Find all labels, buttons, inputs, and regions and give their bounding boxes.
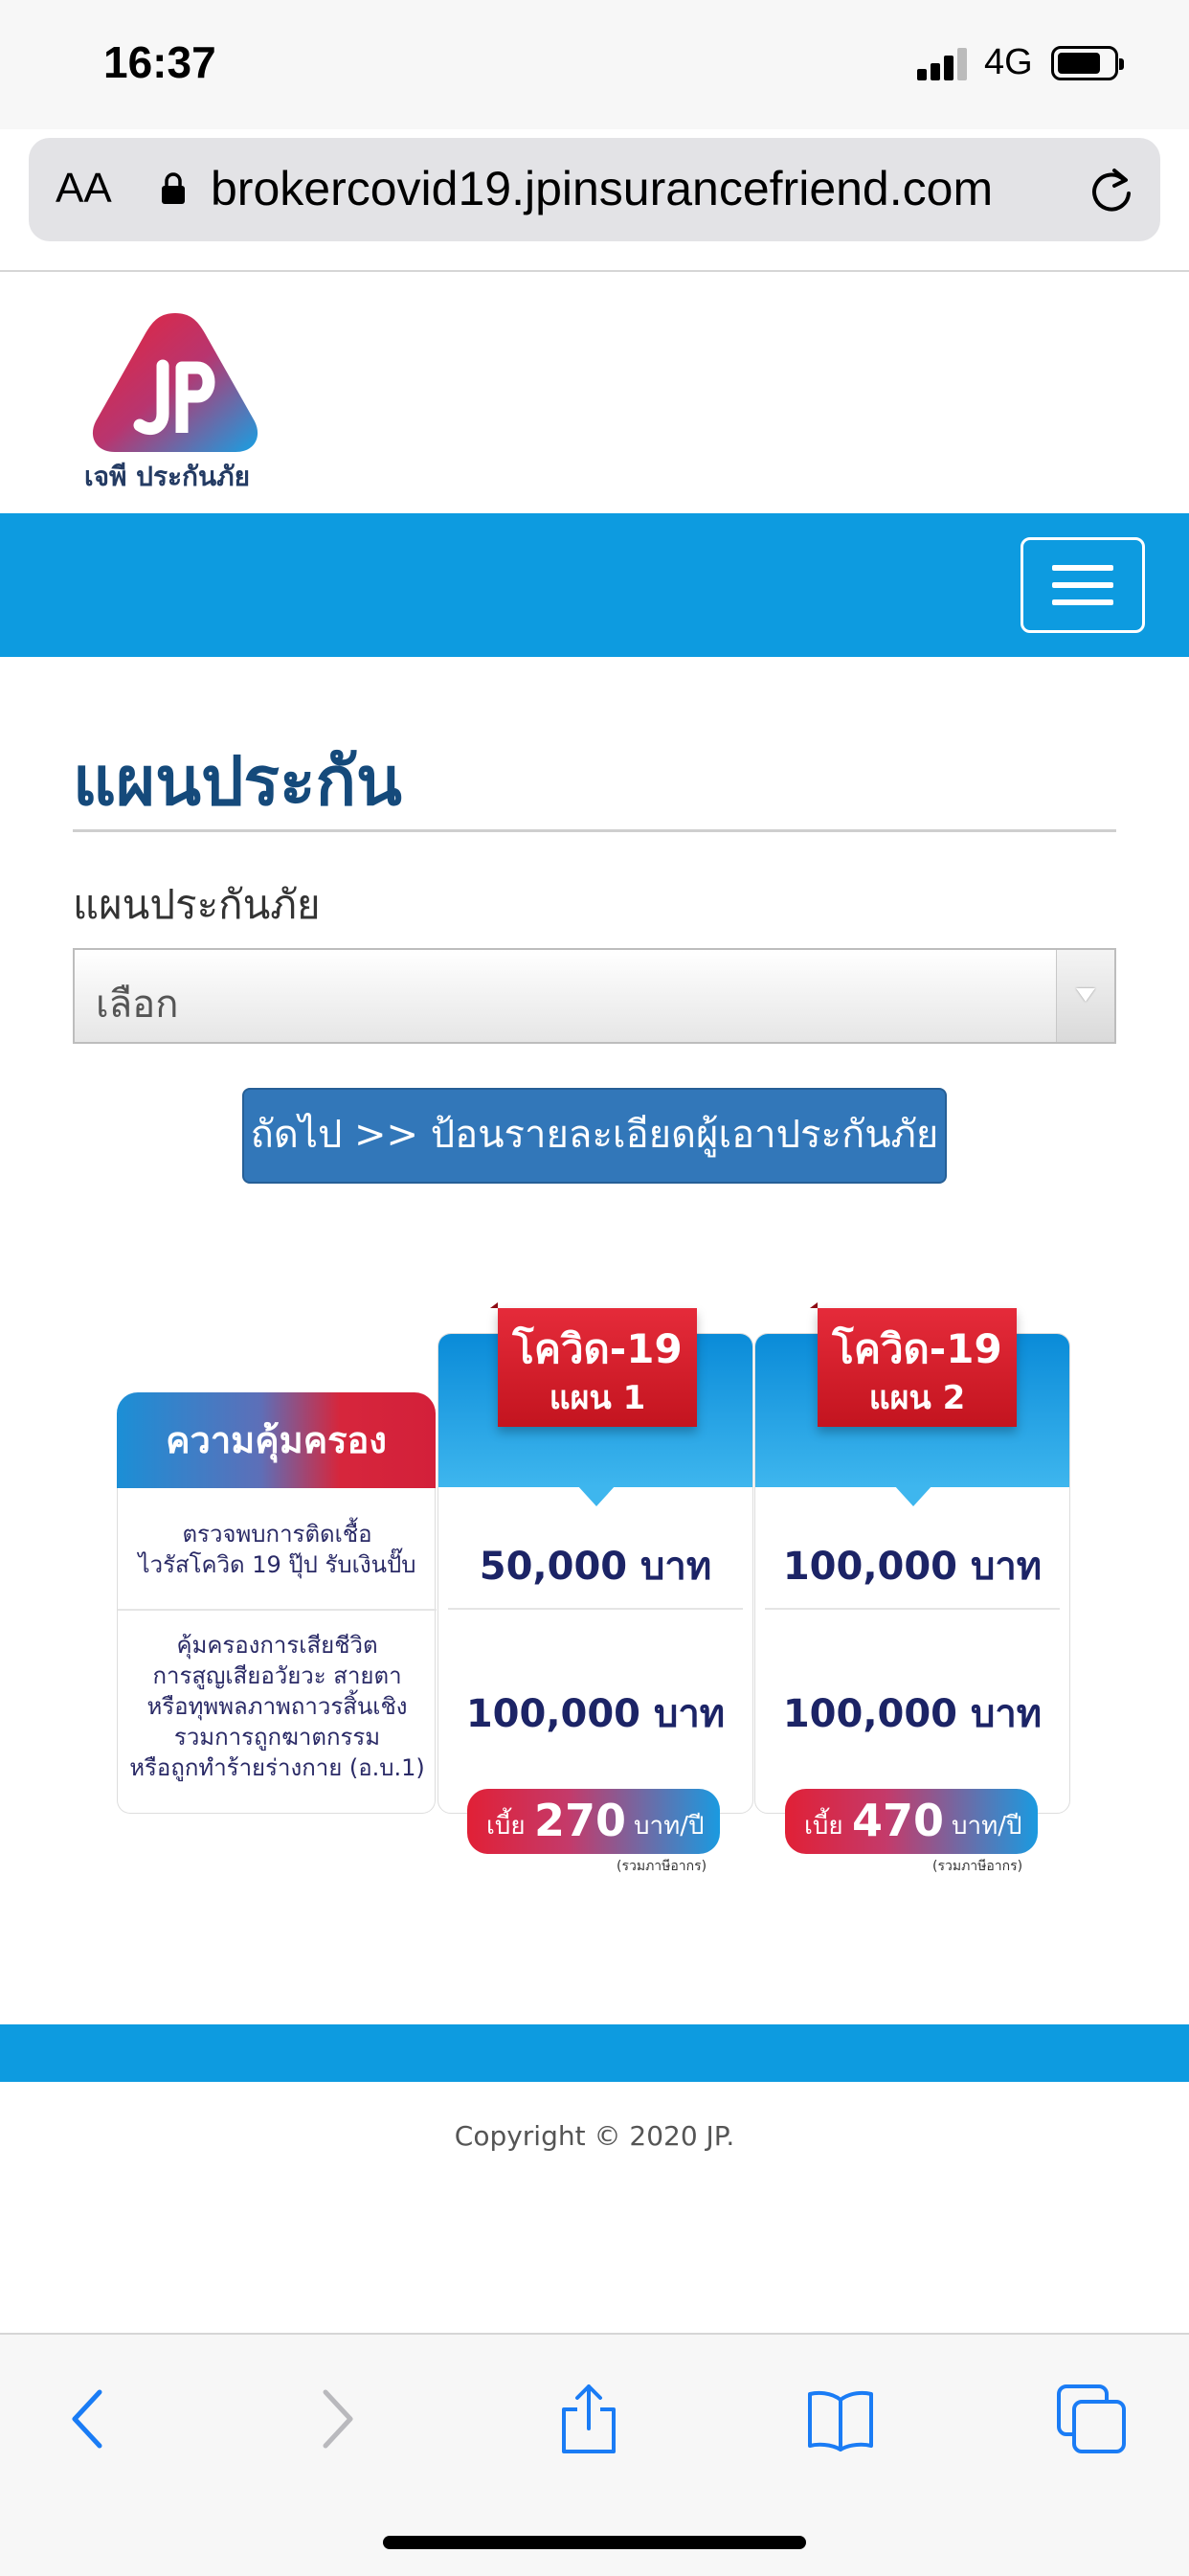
plan-comparison: [115, 1302, 1082, 1877]
copyright-text: Copyright © 2020 JP.: [454, 2120, 735, 2152]
reader-text-size-button[interactable]: AA: [56, 165, 112, 212]
plan-1-premium-note: (รวมภาษีอากร): [617, 1859, 707, 1874]
plan-2-premium: เบี้ย 470 บาท/ปี: [785, 1789, 1038, 1854]
plan-1-notch: [577, 1485, 616, 1506]
network-label: 4G: [984, 42, 1033, 82]
row-divider: [765, 1608, 1060, 1610]
coverage-header: ความคุ้มครอง: [117, 1392, 436, 1488]
footer-bar: [0, 2024, 1189, 2082]
tabs-icon[interactable]: [1053, 2381, 1130, 2457]
logo-text: เจพี ประกันภัย: [84, 461, 250, 492]
back-icon[interactable]: [50, 2381, 126, 2457]
status-bar: [0, 0, 1189, 129]
plan-2-death-value: 100,000 บาท: [782, 1692, 1043, 1736]
lock-icon: [161, 172, 186, 205]
plan-2-premium-note: (รวมภาษีอากร): [932, 1859, 1023, 1874]
plan-1-death-value: 100,000 บาท: [465, 1692, 726, 1736]
signal-icon: [917, 48, 969, 80]
plan-2-badge: โควิด-19 แผน 2: [818, 1308, 1017, 1427]
plan-1-badge: โควิด-19 แผน 1: [498, 1308, 697, 1427]
plan-select-value: เลือก: [96, 983, 179, 1027]
menu-toggle-button[interactable]: [1021, 537, 1145, 633]
browser-divider: [0, 270, 1189, 272]
reload-icon[interactable]: [1086, 165, 1137, 216]
plan-1-premium: เบี้ย 270 บาท/ปี: [467, 1789, 720, 1854]
coverage-labels: [117, 1488, 436, 1814]
plan-select[interactable]: [73, 948, 1116, 1044]
plan-2-notch: [894, 1485, 932, 1506]
share-icon[interactable]: [550, 2381, 627, 2457]
forward-icon[interactable]: [299, 2381, 375, 2457]
row-divider: [118, 1609, 437, 1611]
plan-select-label: แผนประกันภัย: [73, 881, 321, 928]
home-indicator[interactable]: [383, 2536, 806, 2549]
url-text[interactable]: brokercovid19.jpinsurancefriend.com: [211, 162, 994, 215]
row-divider: [448, 1608, 743, 1610]
navbar: [0, 513, 1189, 657]
page-title: แผนประกัน: [73, 742, 402, 821]
plan-2-infection-value: 100,000 บาท: [782, 1545, 1043, 1589]
battery-icon: [1051, 46, 1118, 80]
dropdown-arrow-icon[interactable]: [1056, 950, 1114, 1042]
plan-1-infection-value: 50,000 บาท: [479, 1545, 712, 1589]
bookmarks-icon[interactable]: [802, 2381, 879, 2457]
next-button[interactable]: ถัดไป >> ป้อนรายละเอียดผู้เอาประกันภัย: [242, 1088, 947, 1184]
coverage-label-infection: ตรวจพบการติดเชื้อ ไวรัสโควิด 19 ปุ๊ป รับเงินปั๊บ: [138, 1521, 416, 1578]
coverage-label-death: คุ้มครองการเสียชีวิต การสูญเสียอวัยวะ สายตา หรือทุพพลภาพถาวรสิ้นเชิง รวมการถูกฆาตกรรม หรือถูกทำร้ายร่างกาย (อ.บ.1): [129, 1632, 425, 1781]
address-bar[interactable]: [29, 138, 1160, 241]
status-time: 16:37: [103, 37, 216, 87]
title-divider: [73, 829, 1116, 832]
